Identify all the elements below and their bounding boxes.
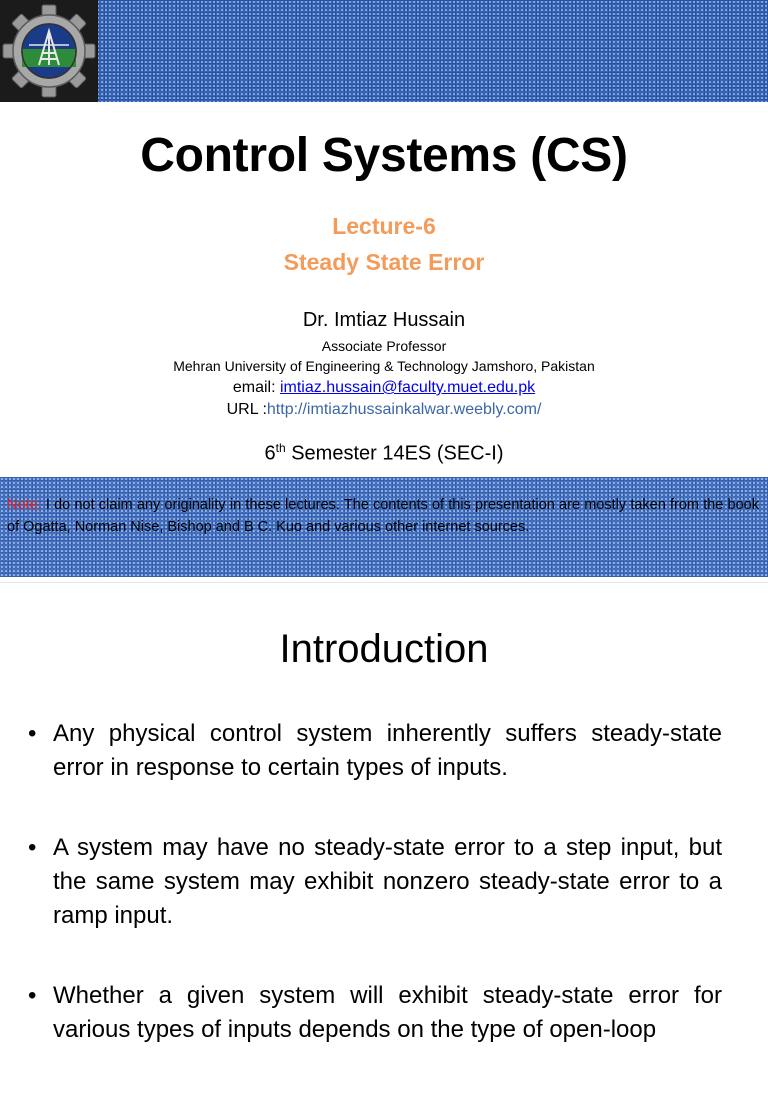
email-line	[0, 379, 768, 397]
bullet-item	[28, 979, 722, 1047]
bullet-text: A system may have no steady-state error to a step input, but the same system may exhibit nonzero steady-state error to a ramp input.	[53, 834, 722, 929]
semester-number: 6	[264, 442, 276, 465]
email-label: email:	[232, 379, 280, 396]
semester-suffix: th	[275, 441, 286, 455]
bullet-text: Whether a given system will exhibit steady-state error for various types of inputs depends on the type of open-loop	[53, 982, 722, 1043]
author-designation: Associate Professor	[321, 338, 447, 354]
bullet-dot-icon: •	[28, 834, 37, 861]
semester-line	[0, 441, 768, 466]
introduction-slide	[0, 582, 768, 1043]
bullet-item	[28, 831, 722, 933]
email-link[interactable]: imtiaz.hussain@faculty.muet.edu.pk	[279, 379, 536, 396]
lecture-topic: Steady State Error	[283, 249, 485, 275]
bullet-item	[28, 717, 722, 785]
bullet-list	[28, 717, 722, 1093]
author-name: Dr. Imtiaz Hussain	[302, 309, 466, 331]
bullet-dot-icon: •	[28, 720, 37, 747]
bullet-dot-icon: •	[28, 982, 37, 1009]
url-line	[0, 401, 768, 419]
url-label: URL :	[226, 401, 267, 418]
note-body: I do not claim any originality in these lectures. The contents of this presentation are mostly taken from the book of Ogatta, Norman Nise, Bishop and B C. Kuo and various other internet sources.	[7, 497, 759, 535]
slide-title: Control Systems (CS)	[140, 129, 628, 182]
url-link[interactable]: http://imtiazhussainkalwar.weebly.com/	[266, 401, 542, 418]
university-gear-logo-icon	[1, 3, 97, 99]
intro-title: Introduction	[279, 627, 489, 671]
disclaimer-box	[0, 477, 768, 577]
note-label: Note:	[7, 497, 42, 513]
university-name: Mehran University of Engineering & Technology Jamshoro, Pakistan	[173, 358, 595, 374]
bullet-text: Any physical control system inherently suffers steady-state error in response to certain types of inputs.	[53, 720, 722, 781]
disclaimer-text	[7, 494, 759, 538]
header-banner	[0, 0, 768, 102]
semester-text: Semester 14ES (SEC-I)	[285, 442, 504, 465]
logo-container	[0, 0, 98, 102]
lecture-number: Lecture-6	[332, 213, 436, 239]
